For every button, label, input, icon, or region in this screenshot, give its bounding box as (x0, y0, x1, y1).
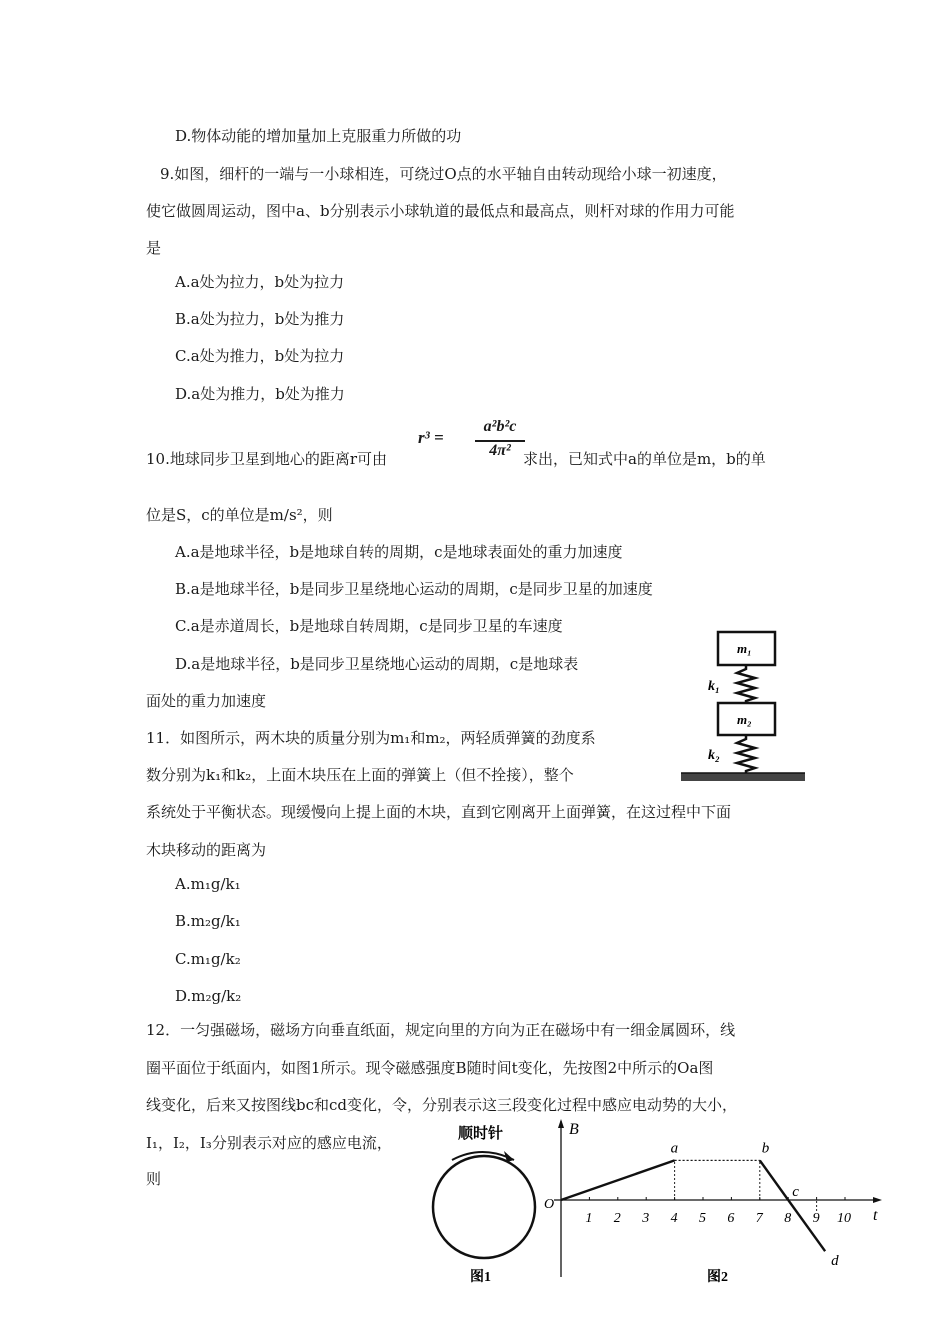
q11-option-c: C.m₁g/k₂ (175, 950, 241, 968)
x-tick-label-1: 1 (585, 1211, 593, 1226)
q12-stem-line3: 线变化，后来又按图线bc和cd变化，令，分别表示这三段变化过程中感应电动势的大小， (146, 1096, 738, 1114)
b-t-graph (530, 1115, 900, 1290)
q10-option-c: C.a是赤道周长，b是地球自转周期，c是同步卫星的车速度 (175, 617, 563, 635)
formula-denominator: 4π² (489, 442, 511, 459)
y-axis-label: B (569, 1121, 579, 1138)
x-axis-label: t (873, 1207, 878, 1224)
spring-k2 (737, 735, 755, 773)
q10-stem-line2: 位是S，c的单位是m/s²，则 (146, 506, 333, 524)
point-label-d: d (831, 1253, 839, 1270)
q10-option-d-cont: 面处的重力加速度 (146, 692, 267, 710)
q11-option-a: A.m₁g/k₁ (175, 875, 241, 893)
x-tick-label-6: 6 (727, 1211, 735, 1226)
q12-stem-line4: I₁，I₂，I₃分别表示对应的感应电流， (146, 1134, 392, 1152)
point-label-b: b (761, 1140, 770, 1157)
q10-stem-line1-post: 求出，已知式中a的单位是m，b的单 (523, 450, 766, 468)
point-label-a: a (670, 1140, 679, 1157)
x-tick-label-5: 5 (699, 1211, 706, 1226)
segment-Oa (561, 1160, 675, 1200)
q8-option-d: D.物体动能的增加量加上克服重力所做的功 (175, 127, 462, 145)
point-label-c: c (792, 1184, 799, 1200)
formula-lhs: r³ = (418, 428, 444, 447)
b-series (561, 1160, 825, 1251)
q11-option-b: B.m₂g/k₁ (175, 912, 241, 930)
q11-stem-line4: 木块移动的距离为 (146, 841, 267, 859)
origin-label: O (544, 1197, 555, 1212)
x-tick-label-2: 2 (613, 1211, 621, 1226)
formula-numerator: a²b²c (483, 418, 517, 435)
q12-stem-line5: 则 (146, 1170, 162, 1188)
q11-stem-line3: 系统处于平衡状态。现缓慢向上提上面的木块，直到它刚离开上面弹簧，在这过程中下面 (146, 803, 732, 821)
q9-option-c: C.a处为推力，b处为拉力 (175, 347, 345, 365)
x-tick-label-3: 3 (642, 1211, 650, 1226)
spring-k1-label: k₁ (708, 679, 720, 694)
q12-stem-line2: 圈平面位于纸面内，如图1所示。现令磁感强度B随时间t变化，先按图2中所示的Oa图 (146, 1059, 714, 1077)
y-axis-arrowhead-icon (558, 1119, 564, 1128)
q10-option-b: B.a是地球半径，b是同步卫星绕地心运动的周期，c是同步卫星的加速度 (175, 580, 653, 598)
x-axis-arrowhead-icon (873, 1197, 882, 1203)
q9-stem-line3: 是 (146, 239, 162, 257)
q11-stem-line1: 11．如图所示，两木块的质量分别为m₁和m₂，两轻质弹簧的劲度系 (146, 729, 596, 747)
q9-option-b: B.a处为拉力，b处为推力 (175, 310, 345, 328)
point-labels (671, 1140, 840, 1269)
metal-ring (433, 1156, 535, 1258)
block-m1-label: m₁ (737, 641, 752, 656)
q11-option-d: D.m₂g/k₂ (175, 987, 242, 1005)
q10-option-a: A.a是地球半径，b是地球自转的周期，c是地球表面处的重力加速度 (175, 543, 623, 561)
x-tick-label-9: 9 (812, 1211, 820, 1226)
q11-stem-line2: 数分别为k₁和k₂，上面木块压在上面的弹簧上（但不拴接），整个 (146, 766, 574, 784)
q12-stem-line1: 12．一匀强磁场，磁场方向垂直纸面，规定向里的方向为正在磁场中有一细金属圆环，线 (146, 1021, 736, 1039)
clockwise-label: 顺时针 (458, 1126, 504, 1142)
ground (681, 773, 805, 781)
q9-option-d: D.a处为推力，b处为推力 (175, 385, 345, 403)
spring-k1 (737, 665, 755, 703)
q9-stem-line1: 9.如图，细杆的一端与一小球相连，可绕过O点的水平轴自由转动现给小球一初速度， (160, 165, 727, 183)
x-tick-label-7: 7 (755, 1211, 763, 1226)
block-m2-label: m₂ (737, 712, 752, 727)
q9-option-a: A.a处为拉力，b处为拉力 (175, 273, 345, 291)
q10-stem-line1-pre: 10.地球同步卫星到地心的距离r可由 (146, 450, 388, 468)
x-tick-label-10: 10 (837, 1211, 851, 1226)
x-tick-label-4: 4 (670, 1211, 678, 1226)
fig1-caption: 图1 (470, 1270, 491, 1285)
fig2-caption: 图2 (707, 1270, 728, 1285)
x-tick-labels (585, 1197, 851, 1226)
spring-block-figure (675, 628, 815, 786)
segment-bc (760, 1160, 788, 1200)
spring-k2-label: k₂ (708, 748, 720, 763)
q10-option-d: D.a是地球半径，b是同步卫星绕地心运动的周期，c是地球表 (175, 655, 579, 673)
x-tick-label-8: 8 (784, 1211, 792, 1226)
q9-stem-line2: 使它做圆周运动，图中a、b分别表示小球轨道的最低点和最高点，则杆对球的作用力可能 (146, 202, 735, 220)
